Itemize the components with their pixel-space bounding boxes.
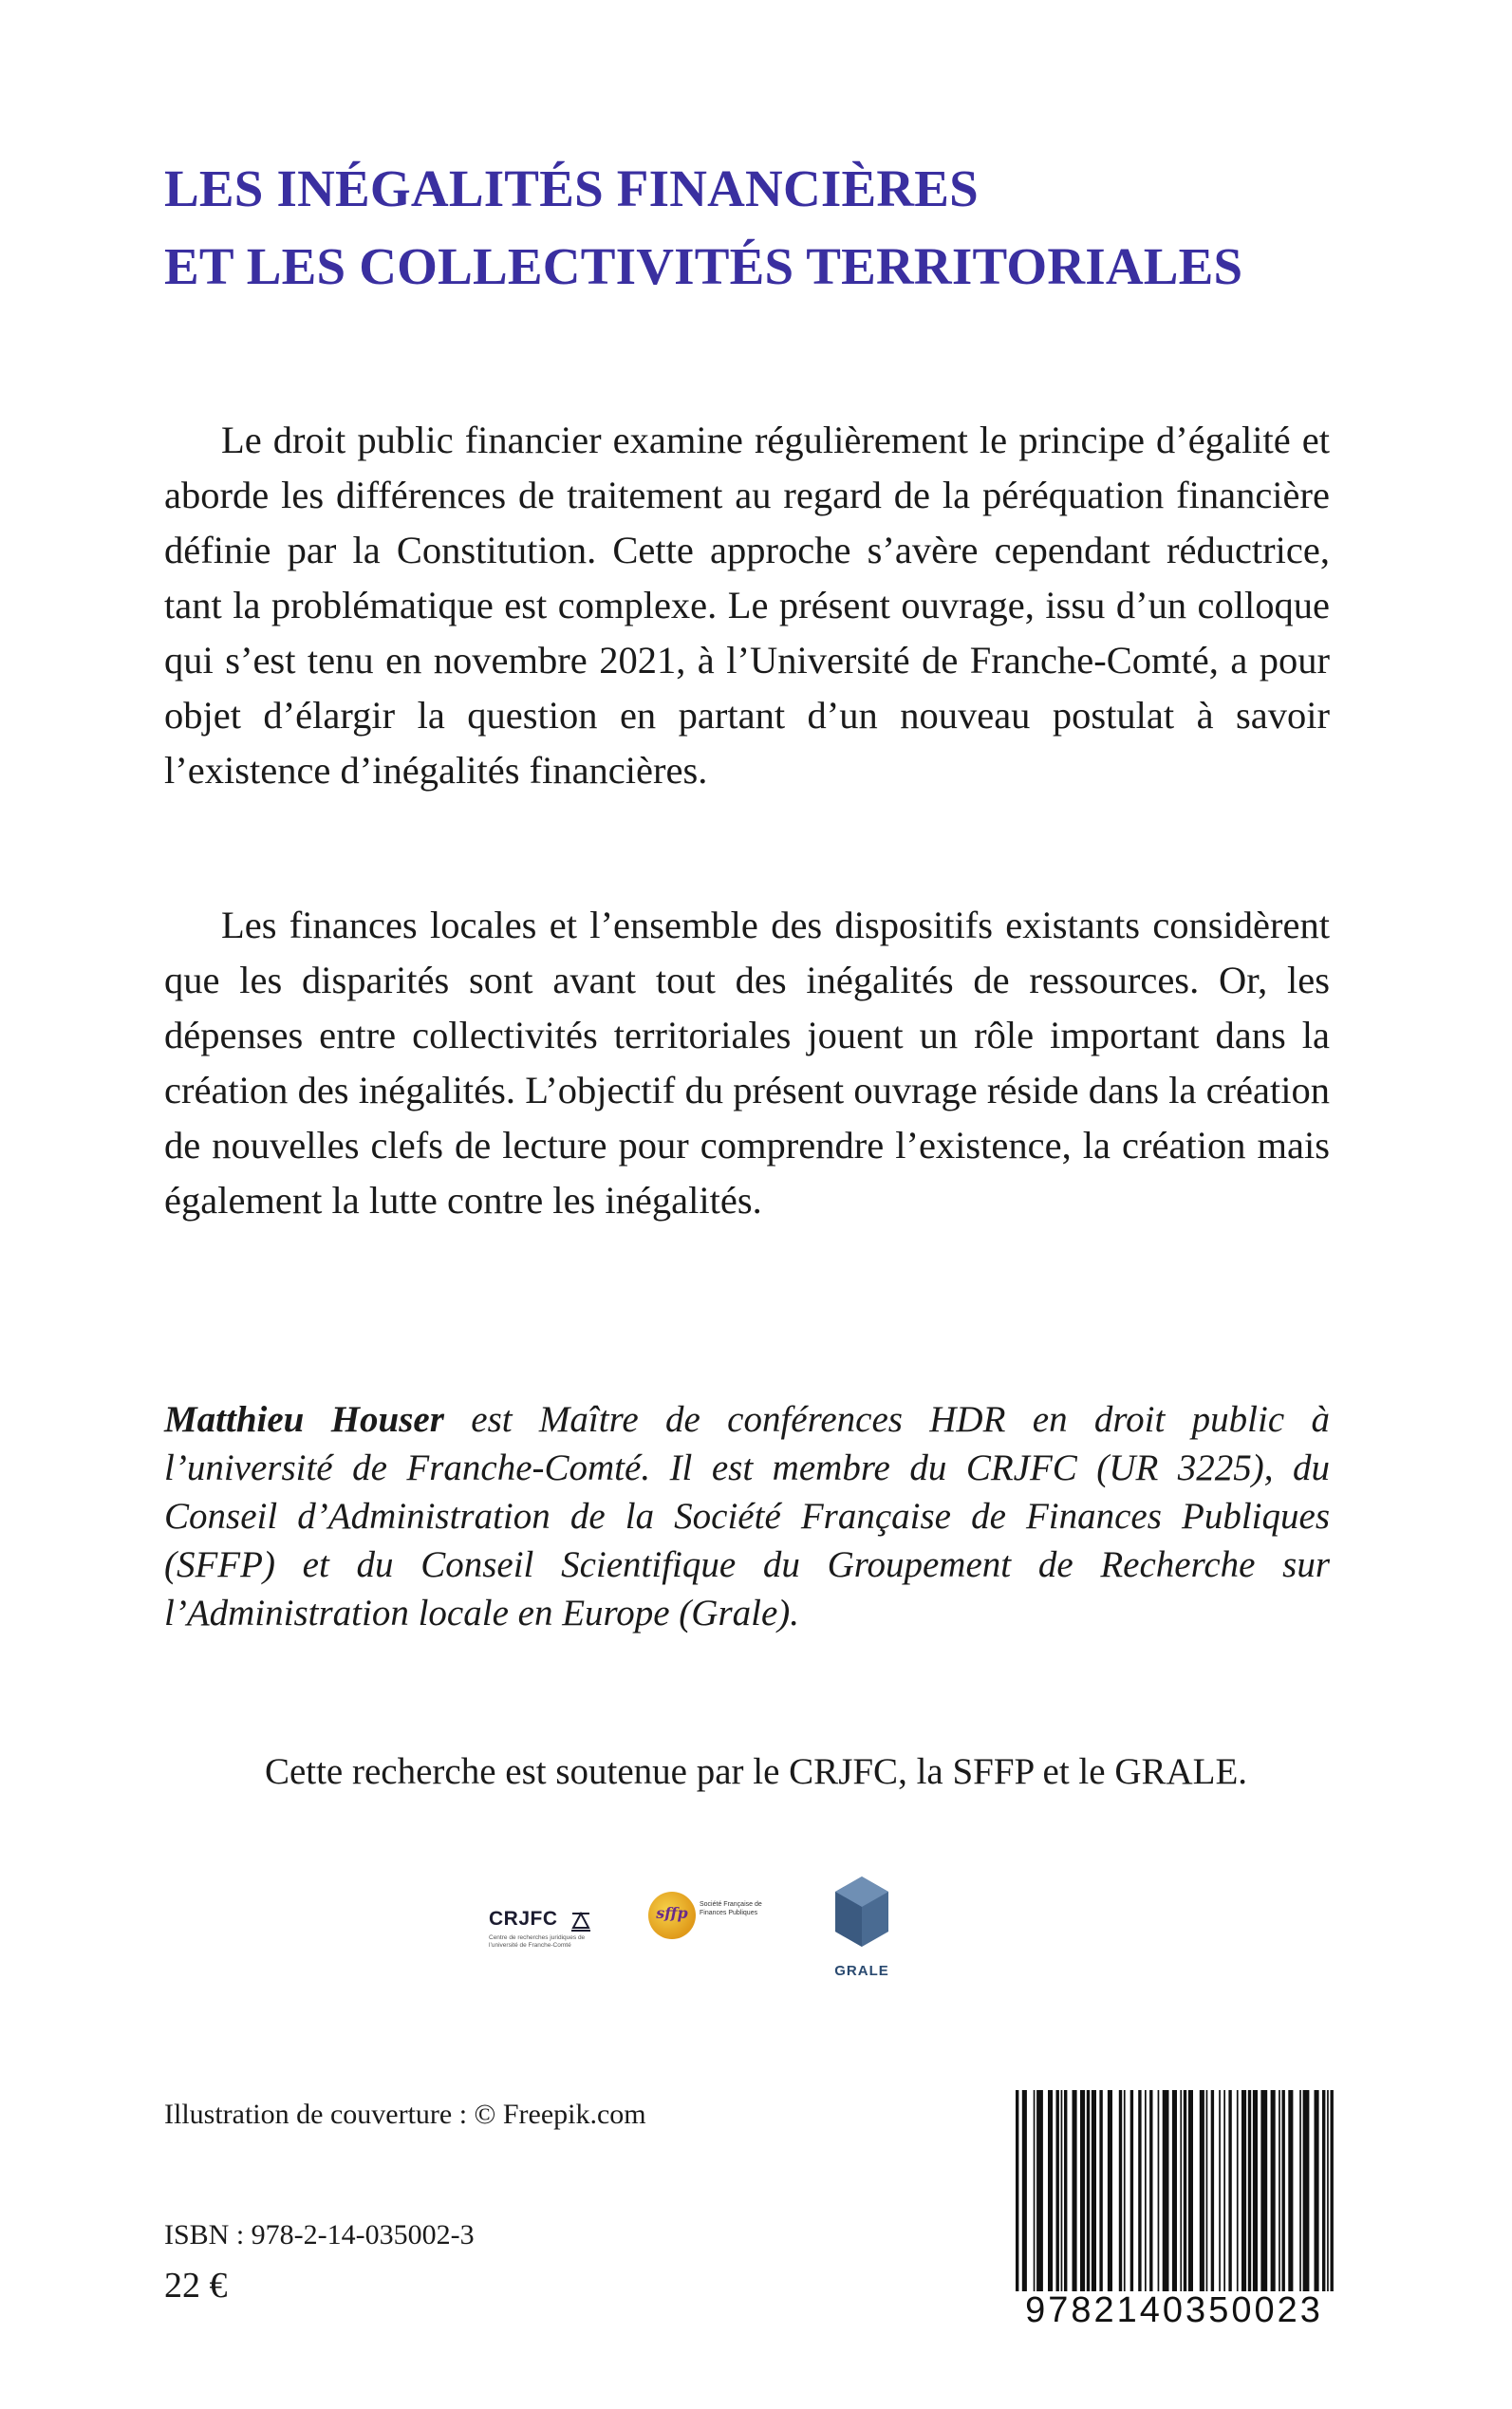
sffp-logo-text: Société Française de Finances Publiques bbox=[700, 1901, 762, 1916]
barcode-bar bbox=[1241, 2090, 1246, 2291]
barcode-bar bbox=[1130, 2090, 1133, 2291]
title-line-2: ET LES COLLECTIVITÉS TERRITORIALES bbox=[164, 237, 1243, 295]
barcode-digits bbox=[1014, 2288, 1335, 2329]
barcode-bar bbox=[1322, 2090, 1325, 2291]
barcode-bar bbox=[1260, 2090, 1267, 2291]
barcode-bar bbox=[1022, 2090, 1027, 2291]
barcode-bar bbox=[1149, 2090, 1152, 2291]
title-line-1: LES INÉGALITÉS FINANCIÈRES bbox=[164, 159, 979, 217]
barcode-bar bbox=[1219, 2090, 1221, 2291]
crjfc-logo-name: CRJFC bbox=[489, 1908, 558, 1930]
crjfc-logo bbox=[489, 1908, 598, 1974]
sffp-mark: sffp bbox=[656, 1904, 688, 1922]
scales-icon bbox=[569, 1909, 593, 1933]
barcode-bar bbox=[1108, 2090, 1112, 2291]
support-statement: Cette recherche est soutenue par le CRJFC, la SFFP et le GRALE. bbox=[264, 1751, 1248, 1792]
price: 22 € bbox=[164, 2266, 228, 2306]
barcode-bar bbox=[1288, 2090, 1293, 2291]
barcode-bar bbox=[1124, 2090, 1126, 2291]
barcode-bar bbox=[1087, 2090, 1090, 2291]
summary-paragraph-2: Les finances locales et l’ensemble des dispositifs existants considèrent que les disparités sont avant tout des inégalités de ressources. Or, les dépenses entre collectivités territoriales jouent un rôle important dans la création des inégalités. L’objectif du présent ouvrage réside dans la création de nouvelles clefs de lecture pour comprendre l’existence, la création mais également la lutte contre les inégalités. bbox=[164, 904, 1330, 1222]
barcode-bar bbox=[1211, 2090, 1214, 2291]
barcode-bar bbox=[1036, 2090, 1043, 2291]
barcode-bar bbox=[1271, 2090, 1276, 2291]
barcode-bar bbox=[1145, 2090, 1147, 2291]
barcode-bar bbox=[1331, 2090, 1334, 2291]
grale-hexagon-icon bbox=[833, 1875, 890, 1960]
barcode-bar bbox=[1237, 2090, 1239, 2291]
barcode-bar bbox=[1158, 2090, 1160, 2291]
barcode-bar bbox=[1188, 2090, 1193, 2291]
sffp-logo bbox=[648, 1889, 776, 1955]
author-bio-text: est Maître de conférences HDR en droit public à l’université de Franche-Comté. Il est membre du CRJFC (UR 3225), du Conseil d’Administration de la Société Française de Finances Publiques (SFFP) et du Conseil Scientifique du Groupement de Recherche sur l’Administration locale en Europe (Grale). bbox=[164, 1399, 1330, 1634]
book-title bbox=[164, 150, 1351, 306]
barcode-bar bbox=[1299, 2090, 1301, 2291]
author-bio bbox=[164, 1395, 1330, 1637]
barcode-bar bbox=[1206, 2090, 1208, 2291]
grale-logo bbox=[833, 1875, 890, 1981]
cover-illustration-credit: Illustration de couverture : © Freepik.com bbox=[164, 2099, 646, 2130]
barcode-bar bbox=[1119, 2090, 1122, 2291]
barcode-bar bbox=[1034, 2090, 1036, 2291]
summary-paragraph-1: Le droit public financier examine régulièrement le principe d’égalité et aborde les différences de traitement au regard de la péréquation financière définie par la Constitution. Cette approche s’avère cependant réductrice, tant la problématique est complexe. Le présent ouvrage, issu d’un colloque qui s’est tenu en novembre 2021, à l’Université de Franche-Comté, a pour objet d’élargir la question en partant d’un nouveau postulat à savoir l’existence d’inégalités financières. bbox=[164, 419, 1330, 792]
barcode-bar bbox=[1099, 2090, 1102, 2291]
barcode-bar bbox=[1180, 2090, 1182, 2291]
barcode-bar bbox=[1184, 2090, 1186, 2291]
barcode-bar bbox=[1064, 2090, 1067, 2291]
isbn-barcode bbox=[1014, 2090, 1335, 2291]
barcode-bar bbox=[1061, 2090, 1063, 2291]
barcode-bar bbox=[1327, 2090, 1329, 2291]
barcode-bar bbox=[1092, 2090, 1096, 2291]
barcode-bar bbox=[1163, 2090, 1169, 2291]
barcode-bar bbox=[1080, 2090, 1085, 2291]
barcode-bar bbox=[1315, 2090, 1319, 2291]
crjfc-logo-subtitle: Centre de recherches juridiques de l’université de Franche-Comté bbox=[489, 1934, 586, 1949]
barcode-bar bbox=[1073, 2090, 1077, 2291]
barcode-bar bbox=[1223, 2090, 1225, 2291]
barcode-bar bbox=[1228, 2090, 1231, 2291]
barcode-bar bbox=[1048, 2090, 1053, 2291]
barcode-bar bbox=[1172, 2090, 1177, 2291]
isbn: ISBN : 978-2-14-035002-3 bbox=[164, 2219, 475, 2250]
barcode-bar bbox=[1138, 2090, 1141, 2291]
barcode-bar bbox=[1248, 2090, 1251, 2291]
barcode-bar bbox=[1279, 2090, 1280, 2291]
barcode-number: 9782140350023 bbox=[1025, 2290, 1323, 2329]
grale-logo-name: GRALE bbox=[834, 1963, 889, 1979]
barcode-bar bbox=[1200, 2090, 1204, 2291]
barcode-bar bbox=[1056, 2090, 1059, 2291]
barcode-bar bbox=[1016, 2090, 1018, 2291]
author-name: Matthieu Houser bbox=[164, 1399, 444, 1440]
barcode-bar bbox=[1303, 2090, 1310, 2291]
barcode-bar bbox=[1282, 2090, 1285, 2291]
sffp-emblem bbox=[648, 1892, 696, 1939]
barcode-bar bbox=[1253, 2090, 1258, 2291]
